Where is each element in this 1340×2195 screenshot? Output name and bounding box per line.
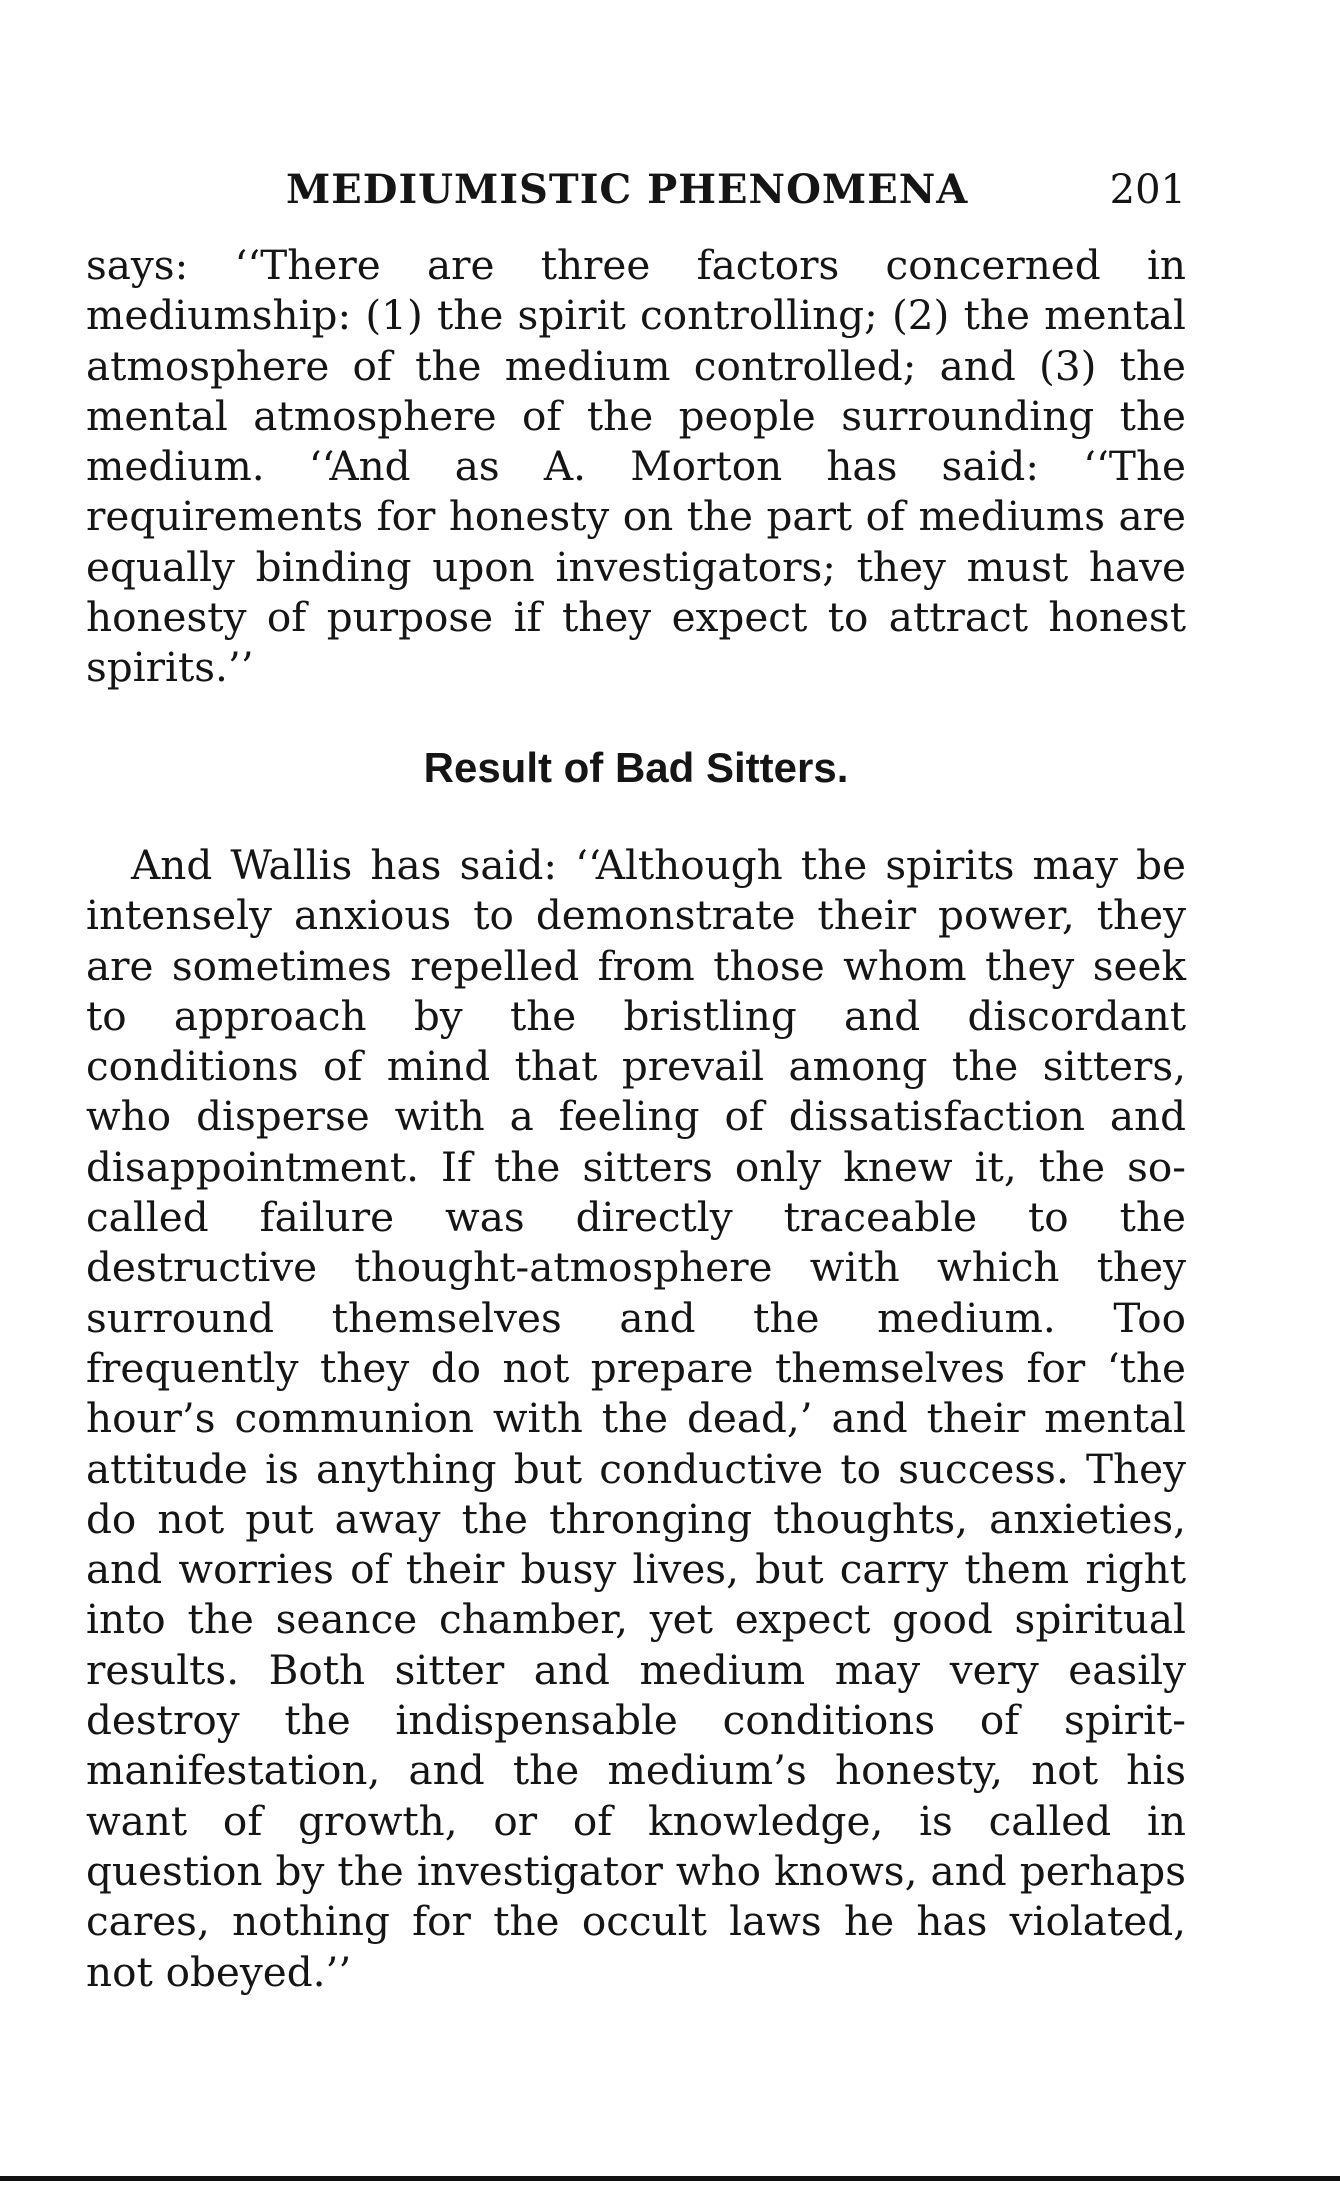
- running-title: MEDIUMISTIC PHENOMENA: [286, 166, 969, 213]
- page-bottom-rule: [0, 2176, 1340, 2181]
- section-heading: Result of Bad Sitters.: [423, 744, 849, 791]
- body-paragraph-2: And Wallis has said: ‘‘Although the spirits may be intensely anxious to demonstrate their power, they are sometimes repelled from those whom they seek to approach by the bristling and discordant conditions of mind that prevail among the sitters, who disperse with a feeling of dissatisfaction and disappointment. If the sitters only knew it, the so-called failure was directly traceable to the destructive thought-atmosphere with which they surround themselves and the medium. Too frequently they do not prepare themselves for ‘the hour’s communion with the dead,’ and their mental attitude is anything but conductive to success. They do not put away the thronging thoughts, anxieties, and worries of their busy lives, but carry them right into the seance chamber, yet expect good spiritual results. Both sitter and medium may very easily destroy the indispensable conditions of spirit-manifestation, and the medium’s honesty, not his want of growth, or of knowledge, is called in question by the investigator who knows, and perhaps cares, nothing for the occult laws he has violated, not obeyed.’’: [86, 841, 1186, 1996]
- running-head: [86, 160, 1186, 220]
- body-paragraph-1: says: ‘‘There are three factors concerned in mediumship: (1) the spirit controlling; (2) the mental atmosphere of the medium controlled; and (3) the mental atmosphere of the people surrounding the medium. ‘‘And as A. Morton has said: ‘‘The requirements for honesty on the part of mediums are equally binding upon investigators; they must have honesty of purpose if they expect to attract honest spirits.’’: [86, 241, 1186, 692]
- page-number: 201: [1109, 167, 1186, 213]
